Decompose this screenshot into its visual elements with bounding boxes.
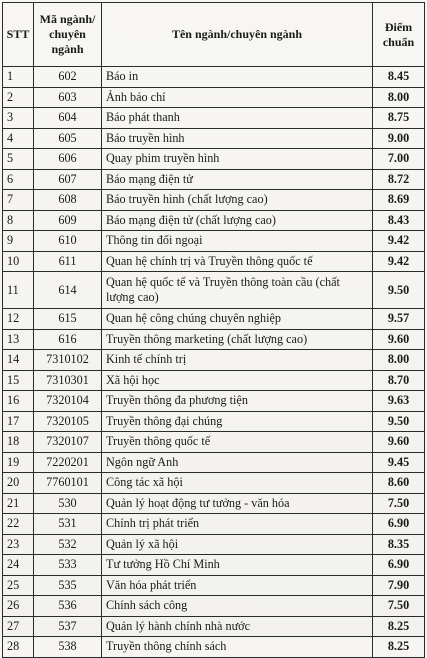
row-stt: 6: [3, 169, 34, 190]
row-name: Xã hội học: [102, 370, 373, 391]
row-stt: 24: [3, 555, 34, 576]
row-score: 9.50: [373, 411, 425, 432]
row-score: 8.00: [373, 350, 425, 371]
table-row: [3, 637, 425, 658]
header-code: Mã ngành/ chuyên ngành: [34, 3, 102, 67]
row-code: 7220201: [34, 452, 102, 473]
row-name: Báo phát thanh: [102, 108, 373, 129]
header-name: Tên ngành/chuyên ngành: [102, 3, 373, 67]
row-score: 9.42: [373, 251, 425, 272]
table-row: [3, 411, 425, 432]
row-name: Chính trị phát triển: [102, 514, 373, 535]
row-score: 8.25: [373, 616, 425, 637]
table-row: [3, 251, 425, 272]
table-body: [3, 67, 425, 658]
row-code: 608: [34, 190, 102, 211]
row-name: Truyền thông đa phương tiện: [102, 391, 373, 412]
table-row: [3, 534, 425, 555]
row-name: Ảnh báo chí: [102, 87, 373, 108]
row-stt: 20: [3, 473, 34, 494]
row-name: Văn hóa phát triển: [102, 575, 373, 596]
row-name: Báo mạng điện tử (chất lượng cao): [102, 210, 373, 231]
row-code: 7320107: [34, 432, 102, 453]
table-row: [3, 231, 425, 252]
row-name: Báo in: [102, 67, 373, 88]
row-code: 7310102: [34, 350, 102, 371]
row-name: Chính sách công: [102, 596, 373, 617]
row-name: Quản lý xã hội: [102, 534, 373, 555]
row-stt: 15: [3, 370, 34, 391]
row-score: 8.43: [373, 210, 425, 231]
row-score: 7.00: [373, 149, 425, 170]
row-name: Ngôn ngữ Anh: [102, 452, 373, 473]
row-code: 602: [34, 67, 102, 88]
row-score: 9.57: [373, 309, 425, 330]
row-score: 8.00: [373, 87, 425, 108]
row-code: 7310301: [34, 370, 102, 391]
row-stt: 26: [3, 596, 34, 617]
row-score: 7.90: [373, 575, 425, 596]
row-score: 8.75: [373, 108, 425, 129]
row-stt: 7: [3, 190, 34, 211]
row-code: 606: [34, 149, 102, 170]
row-stt: 27: [3, 616, 34, 637]
table-header: [3, 3, 425, 67]
header-score: Điểm chuẩn: [373, 3, 425, 67]
row-stt: 28: [3, 637, 34, 658]
row-score: 8.69: [373, 190, 425, 211]
table-row: [3, 596, 425, 617]
row-stt: 23: [3, 534, 34, 555]
table-row: [3, 108, 425, 129]
table-row: [3, 514, 425, 535]
row-stt: 12: [3, 309, 34, 330]
table-row: [3, 329, 425, 350]
row-score: 9.60: [373, 329, 425, 350]
row-name: Báo truyền hình: [102, 128, 373, 149]
row-name: Quan hệ chính trị và Truyền thông quốc tế: [102, 251, 373, 272]
admission-score-table: [2, 2, 425, 658]
row-stt: 14: [3, 350, 34, 371]
row-name: Truyền thông chính sách: [102, 637, 373, 658]
row-name: Báo mạng điện tử: [102, 169, 373, 190]
row-code: 615: [34, 309, 102, 330]
row-code: 616: [34, 329, 102, 350]
header-stt: STT: [3, 3, 34, 67]
table-row: [3, 272, 425, 309]
row-code: 604: [34, 108, 102, 129]
row-code: 7320105: [34, 411, 102, 432]
table-row: [3, 169, 425, 190]
row-stt: 17: [3, 411, 34, 432]
row-stt: 8: [3, 210, 34, 231]
row-name: Thông tin đối ngoại: [102, 231, 373, 252]
row-stt: 21: [3, 493, 34, 514]
row-score: 9.63: [373, 391, 425, 412]
row-score: 8.45: [373, 67, 425, 88]
table-row: [3, 575, 425, 596]
header-row: [3, 3, 425, 67]
row-name: Truyền thông marketing (chất lượng cao): [102, 329, 373, 350]
row-score: 7.50: [373, 596, 425, 617]
table-row: [3, 87, 425, 108]
row-code: 7760101: [34, 473, 102, 494]
row-score: 9.50: [373, 272, 425, 309]
row-stt: 25: [3, 575, 34, 596]
row-stt: 22: [3, 514, 34, 535]
row-score: 8.25: [373, 637, 425, 658]
row-stt: 10: [3, 251, 34, 272]
row-score: 8.60: [373, 473, 425, 494]
table-row: [3, 432, 425, 453]
row-code: 7320104: [34, 391, 102, 412]
table-row: [3, 67, 425, 88]
row-stt: 13: [3, 329, 34, 350]
row-stt: 11: [3, 272, 34, 309]
row-code: 532: [34, 534, 102, 555]
row-code: 611: [34, 251, 102, 272]
row-stt: 4: [3, 128, 34, 149]
table-row: [3, 128, 425, 149]
row-code: 605: [34, 128, 102, 149]
table-row: [3, 555, 425, 576]
row-stt: 9: [3, 231, 34, 252]
row-stt: 19: [3, 452, 34, 473]
row-stt: 18: [3, 432, 34, 453]
row-score: 8.35: [373, 534, 425, 555]
row-score: 8.72: [373, 169, 425, 190]
row-name: Tư tưởng Hồ Chí Minh: [102, 555, 373, 576]
row-name: Quan hệ quốc tế và Truyền thông toàn cầu (chất lượng cao): [102, 272, 373, 309]
row-name: Công tác xã hội: [102, 473, 373, 494]
table-row: [3, 350, 425, 371]
row-name: Kinh tế chính trị: [102, 350, 373, 371]
row-score: 7.50: [373, 493, 425, 514]
table-row: [3, 309, 425, 330]
row-stt: 5: [3, 149, 34, 170]
row-name: Truyền thông đại chúng: [102, 411, 373, 432]
row-score: 8.70: [373, 370, 425, 391]
row-code: 614: [34, 272, 102, 309]
row-name: Quay phim truyền hình: [102, 149, 373, 170]
row-score: 6.90: [373, 555, 425, 576]
row-score: 9.60: [373, 432, 425, 453]
table-row: [3, 149, 425, 170]
row-code: 533: [34, 555, 102, 576]
table-row: [3, 493, 425, 514]
row-stt: 2: [3, 87, 34, 108]
row-code: 607: [34, 169, 102, 190]
row-code: 535: [34, 575, 102, 596]
table-row: [3, 370, 425, 391]
row-code: 537: [34, 616, 102, 637]
row-code: 603: [34, 87, 102, 108]
table-row: [3, 190, 425, 211]
table-row: [3, 473, 425, 494]
row-code: 610: [34, 231, 102, 252]
row-score: 9.00: [373, 128, 425, 149]
row-name: Truyền thông quốc tế: [102, 432, 373, 453]
table-row: [3, 210, 425, 231]
row-code: 538: [34, 637, 102, 658]
row-score: 9.45: [373, 452, 425, 473]
row-code: 609: [34, 210, 102, 231]
table-row: [3, 616, 425, 637]
row-name: Báo truyền hình (chất lượng cao): [102, 190, 373, 211]
row-code: 530: [34, 493, 102, 514]
row-stt: 1: [3, 67, 34, 88]
row-stt: 16: [3, 391, 34, 412]
table-row: [3, 391, 425, 412]
row-name: Quản lý hoạt động tư tưởng - văn hóa: [102, 493, 373, 514]
row-code: 536: [34, 596, 102, 617]
table-row: [3, 452, 425, 473]
row-stt: 3: [3, 108, 34, 129]
row-name: Quan hệ công chúng chuyên nghiệp: [102, 309, 373, 330]
row-code: 531: [34, 514, 102, 535]
row-score: 9.42: [373, 231, 425, 252]
row-score: 6.90: [373, 514, 425, 535]
row-name: Quản lý hành chính nhà nước: [102, 616, 373, 637]
